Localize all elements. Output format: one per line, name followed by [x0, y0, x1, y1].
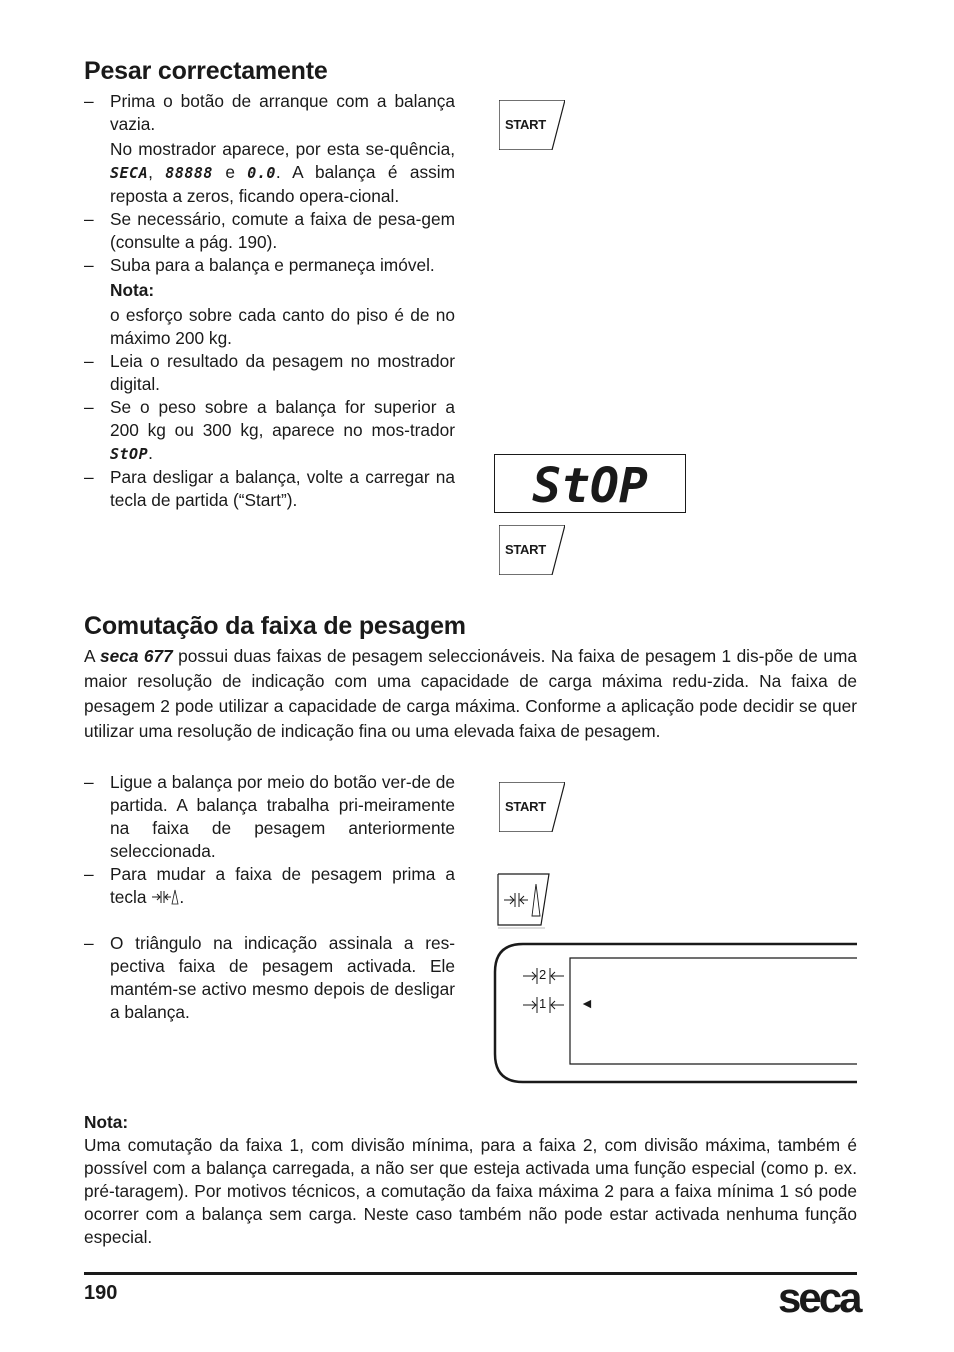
note-block [84, 279, 455, 350]
instruction-item: – Para desligar a balança, volte a carregar na tecla de partida (“Start”). [84, 467, 455, 510]
active-range-indicator: ◄ [580, 995, 594, 1011]
range-switch-icon [151, 888, 179, 906]
range-switch-instructions [84, 771, 455, 1024]
range-label-2: 2 [539, 967, 547, 982]
start-key-icon: START [499, 782, 565, 832]
instruction-item: – Prima o botão de arranque com a balança vazia. [84, 91, 455, 134]
weighing-instructions [84, 90, 455, 512]
lcd-code-stop: StOP [110, 445, 149, 463]
note-title: Nota: [110, 280, 155, 300]
instruction-item: – Leia o resultado da pesagem no mostrador digital. [84, 351, 455, 394]
instruction-item: – Suba para a balança e permaneça imóvel. [84, 255, 435, 275]
range-display-panel [493, 942, 857, 1084]
section-title-range-switch: Comutação da faixa de pesagem [84, 612, 466, 640]
instruction-subtext: No mostrador aparece, por esta se-quência, SECA, 88888 e 0.0. A balança é assim reposta a zeros, ficando opera-cional. [110, 139, 455, 206]
instruction-item: – Para mudar a faixa de pesagem prima a tecla . [84, 864, 455, 907]
note-text: o esforço sobre cada canto do piso é de no máximo 200 kg. [110, 305, 455, 348]
range-switch-key-icon [497, 873, 551, 929]
start-key-icon: START [499, 525, 565, 575]
range-switch-intro: A seca 677 possui duas faixas de pesagem seleccionáveis. Na faixa de pesagem 1 dis-põe de uma maior resolução de indicação com uma capacidade de carga máxima redu-zida. Na faixa de pesagem 2 pode utilizar a capacidade de carga máxima. Conforme a aplicação pode decidir se quer utilizar uma resolução de indicação fina ou uma elevada faixa de pesagem. [84, 646, 857, 741]
svg-text:StOP: StOP [532, 458, 648, 512]
footer-rule [84, 1272, 857, 1275]
page-number: 190 [84, 1282, 118, 1304]
brand-model: seca 677 [100, 646, 173, 666]
section-title-weighing: Pesar correctamente [84, 57, 328, 85]
instruction-item: – Se o peso sobre a balança for superior a 200 kg ou 300 kg, aparece no mos-trador StOP. [84, 397, 455, 463]
instruction-item: – O triângulo na indicação assinala a res-pectiva faixa de pesagem activada. Ele mantém-se activo mesmo depois de desligar a balança. [84, 933, 455, 1022]
start-key-icon: START [499, 100, 565, 150]
note-section [84, 1111, 857, 1249]
range-label-1: 1 [539, 996, 547, 1011]
instruction-item: – Ligue a balança por meio do botão ver-de de partida. A balança trabalha pri-meiramente na faixa de pesagem anteriormente seleccionada. [84, 772, 455, 861]
instruction-item: – Se necessário, comute a faixa de pesa-gem (consulte a pág. 190). [84, 209, 455, 252]
lcd-stop-display [494, 454, 686, 513]
note-text: Uma comutação da faixa 1, com divisão mínima, para a faixa 2, com divisão máxima, também é possível com a balança carregada, a não ser que esteja activada uma função especial (como p. ex. pré-taragem). Por motivos técnicos, a comutação da faixa máxima 2 para a faixa mínima 1 só pode ocorrer com a balança sem carga. Neste caso também não pode estar activada nenhuma função especial. [84, 1135, 857, 1247]
lcd-stop-text [495, 455, 685, 512]
lcd-code-seca: SECA [110, 164, 149, 182]
note-title: Nota: [84, 1112, 129, 1132]
lcd-code-88888: 88888 [165, 164, 213, 182]
seca-logo: seca [778, 1274, 860, 1321]
lcd-code-zero: 0.0 [247, 164, 276, 182]
